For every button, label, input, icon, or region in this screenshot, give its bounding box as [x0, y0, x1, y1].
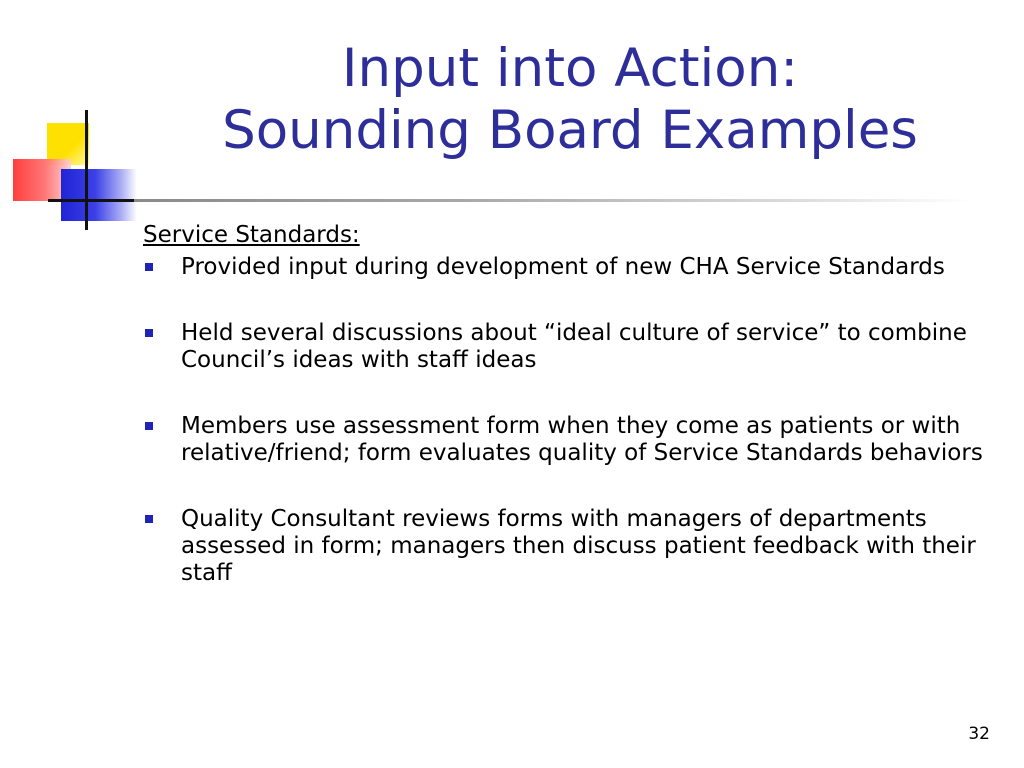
bullet-square-icon [145, 263, 153, 271]
bullet-item [143, 506, 1003, 587]
title-divider [134, 199, 970, 202]
bullet-square-icon [145, 329, 153, 337]
page-number: 32 [968, 724, 990, 744]
title-line-2: Sounding Board Examples [222, 100, 918, 161]
bullet-square-icon [145, 422, 153, 430]
logo-vertical-line [85, 110, 88, 230]
logo-blue-square [61, 169, 137, 221]
bullet-list [143, 254, 1003, 587]
decorative-logo [0, 100, 150, 240]
bullet-item [143, 254, 1003, 281]
slide-title [140, 38, 1000, 162]
bullet-item [143, 320, 1003, 374]
bullet-item [143, 413, 1003, 467]
bullet-text: Members use assessment form when they come as patients or with relative/friend; form evaluates quality of Service Standards behaviors [181, 413, 983, 466]
section-heading: Service Standards: [143, 222, 360, 248]
bullet-square-icon [145, 515, 153, 523]
slide-body [143, 222, 1003, 626]
bullet-text: Provided input during development of new CHA Service Standards [181, 254, 945, 280]
bullet-text: Held several discussions about “ideal culture of service” to combine Council’s ideas with staff ideas [181, 320, 967, 373]
title-line-1: Input into Action: [341, 38, 799, 99]
bullet-text: Quality Consultant reviews forms with managers of departments assessed in form; managers then discuss patient feedback with their staff [181, 506, 976, 586]
